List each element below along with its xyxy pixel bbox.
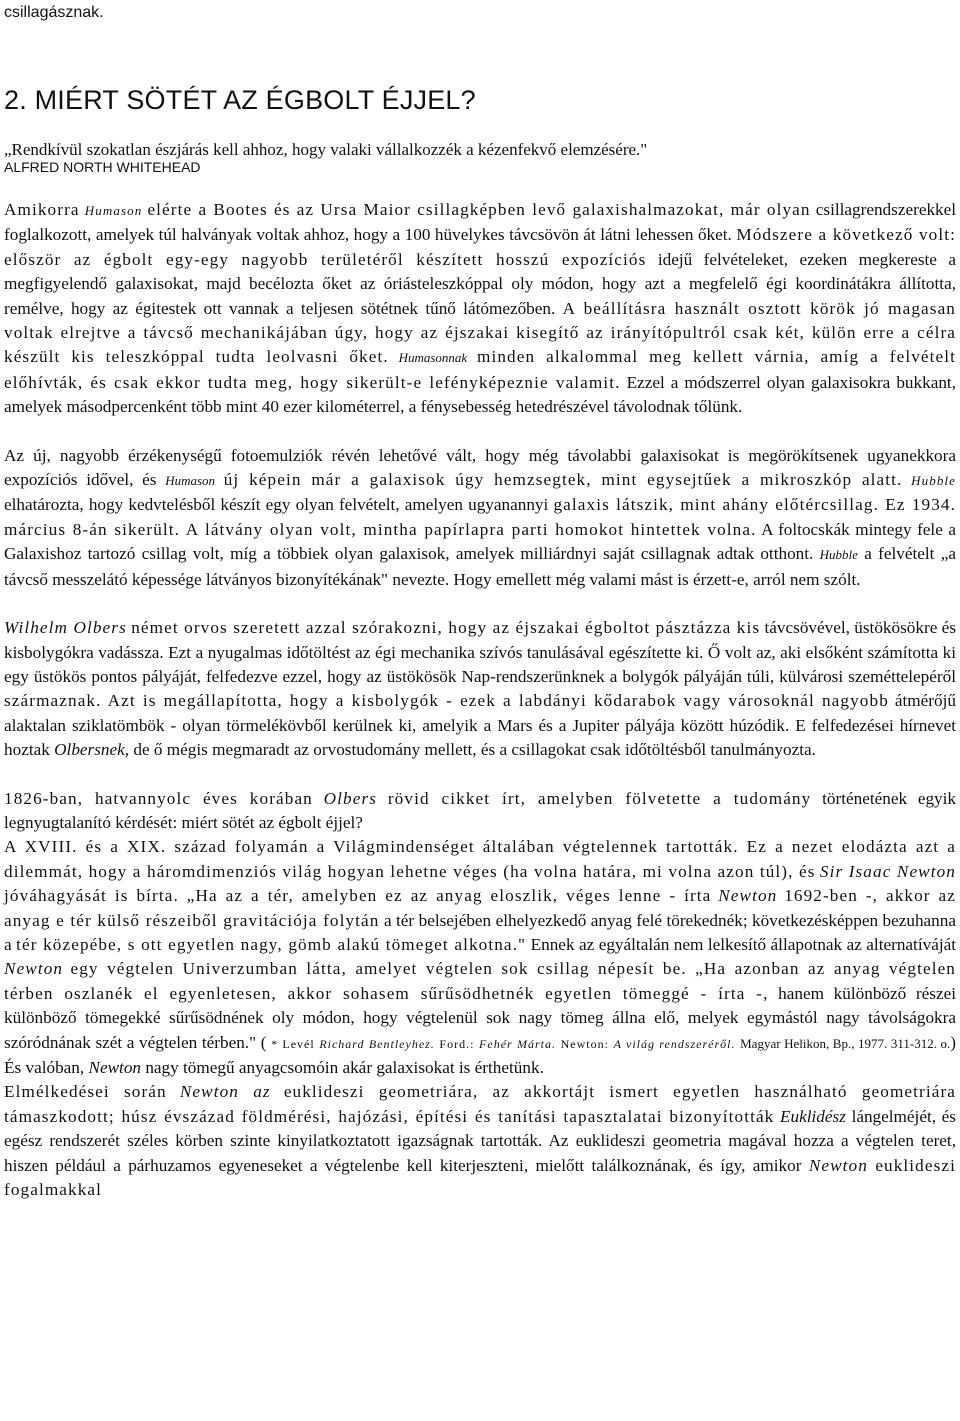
footnote-publisher: Magyar Helikon, Bp., 1977. 311-312. o.	[740, 1035, 951, 1051]
text-run: Az új, nagyobb érzékenységű fotoemulziók révén lehetővé vált, hogy még távolabbi galaxisokat is megörökítsenek ugyanekkora expozíciós idővel, és	[4, 445, 956, 490]
person-name: Humason	[165, 473, 216, 489]
text-run: minden alkalommal meg kellett várnia, amíg a felvételt előhívták, és csak ekkor tudta meg, hogy sikerült-e lefényképeznie valamit.	[4, 347, 957, 392]
epigraph-quote: „Rendkívül szokatlan észjárás kell ahhoz, hogy valaki vállalkozzék a kézenfekvő elemzésére."	[4, 140, 648, 159]
text-run: galaxis látszik, mint ahány előtércsillag. Ez 1934. március 8-án sikerült. A látvány olyan volt, mintha papírlapra parti homokot hintettek volna.	[4, 495, 957, 539]
text-run: egy végtelen Univerzumban látta, amelyet végtelen sok csillag népesít be. „Ha azonban az anyag végtelen térben oszlanék el egyenletesen, akkor sohasem sűrűsödhetnék egyetlen tömeggé - írta -,	[4, 959, 957, 1003]
paragraph-olbers-intro	[4, 616, 956, 762]
text-run: És valóban,	[4, 1058, 85, 1077]
text-run: lángelméjét, és egész rendszerét széles körben szinte kinyilatkoztatott igazságnak tartották.	[4, 1106, 957, 1151]
text-run: de ő mégis megmaradt az orvostudomány mellett, és a csillagokat csak időtöltésből tanulmányozta.	[133, 740, 816, 760]
text-run: elérte a Bootes és az Ursa Maior csillagképben levő galaxishalmazokat, már olyan	[147, 200, 811, 219]
text-run: euklideszi geometriára, az akkortájt ismert egyetlen használható geometriára támaszkodott; húsz évszázad földmérési, hajózási, építési és tanítási tapasztalatai bizonyították	[4, 1082, 957, 1126]
text-run: tér közepébe, s ott egyetlen nagy, gömb alakú tömeget alkotna."	[16, 934, 527, 954]
text-run: jóváhagyását is bírta. „Ha az a tér, amelyben ez az anyag eloszlik, véges lenne - írta	[4, 886, 712, 906]
person-name: Wilhelm Olbers	[4, 618, 127, 638]
text-run: hanem különböző részei különböző tömegekké sűrűsödnének oly módon, hogy végtelenül sok nagy tömeg állna elő, melyek egymástól nagy távolságokra szóródnának szét a végtelen térben." (	[4, 983, 956, 1052]
text-run: Amikorra	[4, 200, 80, 219]
person-name: Humason	[84, 203, 143, 218]
person-name: Euklidész	[780, 1106, 846, 1126]
chapter-title: 2. MIÉRT SÖTÉT AZ ÉGBOLT ÉJJEL?	[4, 85, 476, 115]
paragraph-hubble-photo	[4, 444, 956, 592]
text-run: euklideszi fogalmakkal	[4, 1155, 956, 1200]
text-run: német orvos szeretett azzal szórakozni, hogy az éjszakai égboltot pásztázza kis	[131, 618, 761, 638]
text-run: Elmélkedései során	[4, 1082, 167, 1102]
epigraph-author: ALFRED NORTH WHITEHEAD	[4, 159, 201, 175]
person-name: Newton	[808, 1155, 868, 1175]
paragraph-euclidean-geometry	[4, 1080, 956, 1202]
text-run: Módszere a következő volt: először az égbolt egy-egy nagyobb területéről készített hosszú expozíciós	[4, 225, 956, 269]
text-run: nagy tömegű anyagcsomóin akár galaxisokat is érthetünk.	[145, 1058, 544, 1077]
text-run: Ennek az egyáltalán nem lelkesítő állapotnak az alternatíváját	[530, 934, 957, 954]
text-run: pályája között húzódik. E felfedezései hírnevet hoztak	[4, 715, 957, 760]
text-run: )	[950, 1032, 956, 1052]
text-run: rövid cikket írt, amelyben fölvetette a tudomány	[387, 788, 812, 808]
text-run: 1692-ben -, akkor az anyag e tér külső részeiből gravitációja folytán	[4, 886, 956, 930]
text-run: elhatározta, hogy kedvtelésből készít egy olyan felvételt, amelyen ugyanannyi	[4, 495, 549, 515]
person-name: Sir Isaac Newton	[819, 861, 957, 881]
person-name: Newton	[4, 959, 64, 979]
text-run: Az euklideszi geometria magával hozza a végtelen teret, hiszen például a párhuzamos egyeneseket a végtelenbe kell kiterjeszteni, mielőtt találkoznának, és így, amikor	[4, 1131, 956, 1175]
text-run: származnak. Azt is megállapította, hogy a kisbolygók - ezek a labdányi kődarabok vagy városoknál nagyobb	[4, 691, 889, 711]
footnote-text: * Levél	[271, 1036, 315, 1051]
text-run: csillagrendszerekkel foglalkozott, amelyek túl halványak voltak ahhoz, hogy a 100 hüvelykes távcsövön át látni lehessen őket.	[4, 200, 957, 245]
text-run: átmérőjű alaktalan sziklatömbök - olyan törmelékövből kerülnek ki, amelyik a Mars és a Jupiter	[4, 691, 956, 735]
person-name: Newton	[88, 1058, 142, 1077]
person-name: Hubble	[819, 547, 858, 563]
footnote-person: Richard Bentleyhez.	[319, 1036, 435, 1051]
paragraph-olbers-question	[4, 787, 956, 836]
text-run: új képein már a galaxisok úgy hemzsegtek, mint egysejtűek a mikroszkóp alatt.	[223, 470, 903, 490]
text-run: Ezzel a módszerrel olyan galaxisokra bukkant, amelyek másodpercenként több mint 40 ezer kilométerrel, a fénysebesség hetedrészével távolodnak tőlünk.	[4, 372, 956, 417]
footnote-person: Fehér Márta.	[479, 1036, 557, 1051]
document-page	[4, 0, 956, 1202]
person-name: Newton	[718, 886, 778, 906]
person-name: Hubble	[911, 473, 957, 489]
footnote-text: Ford.:	[439, 1036, 475, 1051]
text-run: A foltocskák mintegy fele a Galaxishoz tartozó csillag volt, míg a többiek olyan galaxisok, amelyek milliárdnyi saját csillagnak adtak otthont.	[4, 519, 956, 564]
text-run: távcsövével, üstökösökre és kisbolygókra vadássza. Ezt a nyugalmas időtöltést az égi mechanika szívós tanulásával egészítette ki. Ő volt az, aki elsőként számította ki egy üstökös pontos pályáját, felfedezve ezzel, hogy az üstökösök Nap-rendszerünknek a bolygók pályáján túli, külvárosi szeméttelepéről	[4, 618, 957, 686]
paragraph-humason-method	[4, 198, 956, 420]
text-run: 1826-ban, hatvannyolc éves korában	[4, 788, 313, 808]
person-name: Olbersnek,	[54, 740, 130, 760]
text-run: A XVIII. és a XIX. század folyamán a Világmindenséget általában végtelennek tartották. Ez a nezet elodázta azt a dilemmát, hogy a háromdimenziós világ hogyan lehetne véges (ha volna határa, mi volna azon túl), és	[4, 837, 956, 881]
person-name: Olbers	[323, 788, 378, 808]
person-name: Newton az	[179, 1082, 271, 1102]
paragraph-infinite-universe	[4, 835, 956, 1080]
text-run: idejű felvételeket, ezeken megkereste a megfigyelendő galaxisokat, majd becélozta őket az óriásteleszkóppal oly módon, hogy azt a megfelelő égi koordinátákra állította, remélve, hogy az égitestek ott vannak a teljesen sötétnek tűnő látómezőben.	[4, 249, 957, 318]
text-run: a tér belsejében elhelyezkedő anyag felé törekednék; következésképpen bezuhanna a	[4, 910, 956, 954]
text-run: történetének egyik legnyugtalanító kérdését: miért sötét az égbolt éjjel?	[4, 788, 957, 832]
person-name: Humasonnak	[398, 350, 468, 366]
footnote-title: A világ rendszeréről.	[613, 1036, 736, 1051]
footnote-text: Newton:	[560, 1036, 609, 1051]
text-run: A beállításra használt osztott körök jó magasan voltak elrejtve a távcső mechanikájában úgy, hogy az éjszakai kisegítő az irányítópultról csak két, külön erre a célra készült kis teleszkóppal tudta leolvasni őket.	[4, 298, 956, 367]
previous-page-fragment: csillagásznak.	[4, 4, 104, 21]
text-run: a felvételt „a távcső messzelátó képessége látványos bizonyítékának" nevezte. Hogy emellett még valami mást is érzett-e, arról nem szólt.	[4, 544, 956, 589]
